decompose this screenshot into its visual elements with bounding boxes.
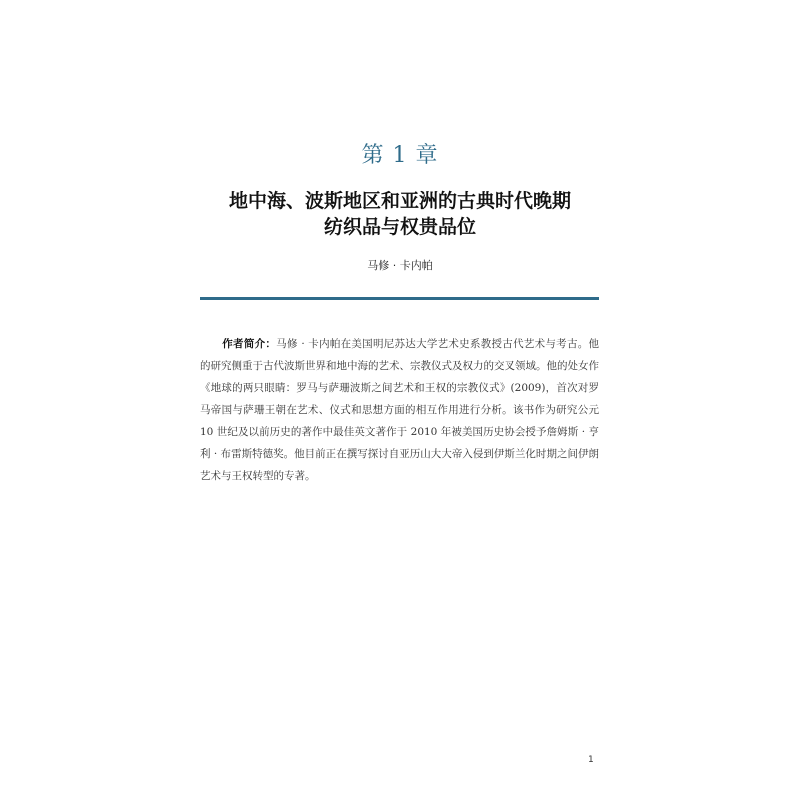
author-bio [200,333,599,487]
chapter-label: 第 1 章 [361,143,439,168]
bio-lead: 作者简介： [222,338,277,350]
page-number: 1 [588,755,594,765]
chapter-title-line-2: 纺织品与权贵品位 [323,216,476,238]
bio-text: 马修 · 卡内帕在美国明尼苏达大学艺术史系教授古代艺术与考古。他的研究侧重于古代波斯世界和地中海的艺术、宗教仪式及权力的交叉领域。他的处女作《地球的两只眼睛：罗马与萨珊波斯之间艺术和王权的宗教仪式》(2009)，首次对罗马帝国与萨珊王朝在艺术、仪式和思想方面的相互作用进行分析。该书作为研究公元 10 世纪及以前历史的著作中最佳英文著作于 2010 年被美国历史协会授予詹姆斯 · 亨利 · 布雷斯特德奖。他目前正在撰写探讨自亚历山大大帝入侵到伊斯兰化时期之间伊朗艺术与王权转型的专著。 [200,338,600,482]
chapter-title-line-1: 地中海、波斯地区和亚洲的古典时代晚期 [228,190,571,212]
author-name: 马修 · 卡内帕 [367,259,433,272]
chapter-title [150,188,650,240]
title-divider [200,297,599,300]
